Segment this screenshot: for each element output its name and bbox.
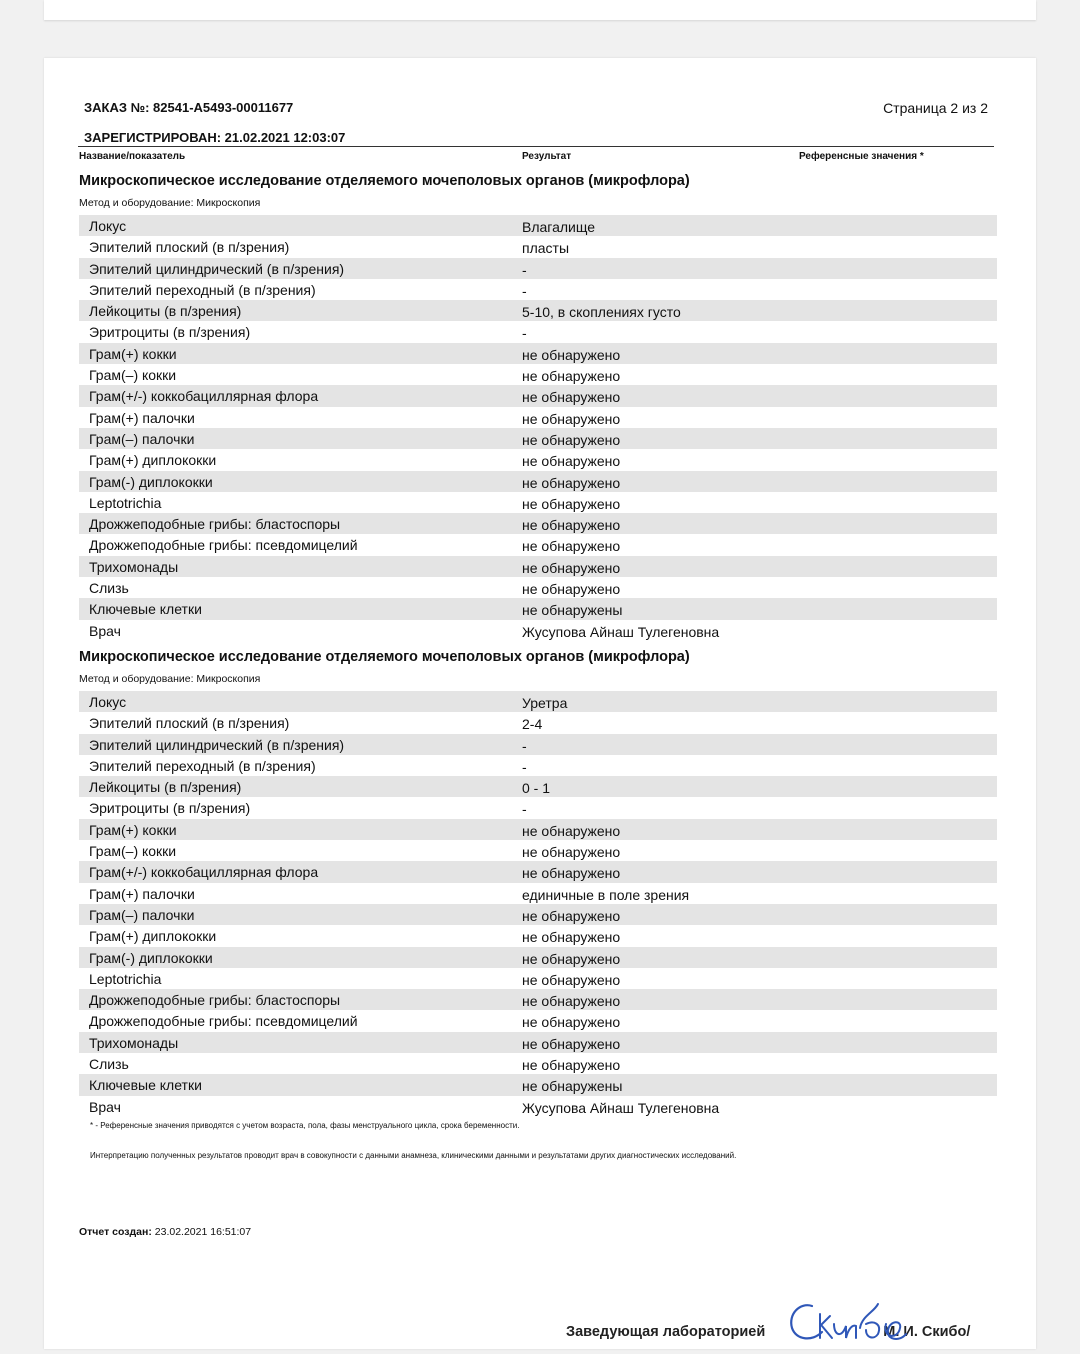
- previous-page-edge: [44, 0, 1036, 20]
- table-row: [79, 776, 997, 797]
- row-name: Грам(+) диплококки: [89, 928, 217, 945]
- page-number: Страница 2 из 2: [883, 100, 988, 116]
- row-name: Эпителий плоский (в п/зрения): [89, 715, 290, 732]
- row-name: Грам(-) диплококки: [89, 949, 213, 966]
- document-page: [44, 58, 1036, 1349]
- row-value: единичные в поле зрения: [522, 886, 690, 903]
- row-value: не обнаружено: [522, 1035, 621, 1052]
- row-name: Дрожжеподобные грибы: псевдомицелий: [89, 537, 358, 554]
- table-row: [79, 215, 997, 236]
- row-name: Локус: [89, 218, 127, 234]
- table-row: [79, 258, 997, 279]
- table-row: [79, 989, 997, 1010]
- row-value: 0 - 1: [522, 780, 551, 797]
- row-name: Трихомонады: [89, 558, 179, 575]
- reference-note: * - Референсные значения приводятся с учетом возраста, пола, фазы менструального цикла, срока беременности.: [90, 1121, 520, 1130]
- row-value: не обнаружено: [522, 971, 621, 988]
- row-value: -: [522, 801, 527, 818]
- table-row: [79, 279, 997, 300]
- table-row: [79, 691, 997, 712]
- row-value: Уретра: [522, 695, 568, 711]
- section-title: Микроскопическое исследование отделяемого мочеполовых органов (микрофлора): [79, 173, 690, 189]
- row-name: Leptotrichia: [89, 970, 162, 987]
- row-value: -: [522, 282, 527, 299]
- table-row: [79, 819, 997, 840]
- table-row: [79, 471, 997, 492]
- table-row: [79, 598, 997, 619]
- row-value: -: [522, 737, 527, 754]
- table-row: [79, 321, 997, 342]
- table-row: [79, 236, 997, 257]
- row-name: Эпителий переходный (в п/зрения): [89, 757, 316, 774]
- table-row: [79, 343, 997, 364]
- section-title: Микроскопическое исследование отделяемого мочеполовых органов (микрофлора): [79, 649, 690, 665]
- row-name: Ключевые клетки: [89, 1077, 202, 1094]
- signature-name: М. И. Скибо/: [883, 1324, 971, 1340]
- table-row: [79, 364, 997, 385]
- row-value: не обнаружено: [522, 929, 621, 946]
- row-name: Лейкоциты (в п/зрения): [89, 779, 242, 796]
- table-row: [79, 1096, 997, 1117]
- table-row: [79, 428, 997, 449]
- row-value: Влагалище: [522, 219, 596, 235]
- table-row: [79, 1074, 997, 1095]
- row-name: Эпителий цилиндрический (в п/зрения): [89, 736, 345, 753]
- row-value: не обнаружено: [522, 844, 621, 861]
- row-name: Лейкоциты (в п/зрения): [89, 303, 242, 320]
- row-name: Leptotrichia: [89, 494, 162, 511]
- row-name: Грам(–) палочки: [89, 906, 195, 923]
- table-row: [79, 407, 997, 428]
- row-value: 5-10, в скоплениях густо: [522, 304, 681, 321]
- row-value: не обнаружено: [522, 346, 621, 363]
- row-value: пласты: [522, 240, 570, 257]
- row-value: не обнаружено: [522, 431, 621, 448]
- report-created-label: Отчет создан:: [79, 1226, 152, 1238]
- row-value: не обнаружено: [522, 581, 621, 598]
- table-row: [79, 300, 997, 321]
- row-value: не обнаружено: [522, 993, 621, 1010]
- row-name: Грам(–) кокки: [89, 367, 177, 384]
- table-row: [79, 861, 997, 882]
- row-value: не обнаружено: [522, 865, 621, 882]
- row-value: не обнаружено: [522, 950, 621, 967]
- row-name: Грам(+/-) коккобациллярная флора: [89, 388, 319, 405]
- table-row: [79, 556, 997, 577]
- row-name: Трихомонады: [89, 1034, 179, 1051]
- row-name: Эритроциты (в п/зрения): [89, 800, 251, 817]
- order-number: ЗАКАЗ №: 82541-A5493-00011677: [84, 100, 294, 115]
- table-row: [79, 755, 997, 776]
- report-created: [79, 1226, 251, 1238]
- row-name: Слизь: [89, 580, 129, 597]
- column-header-name: Название/показатель: [79, 151, 186, 162]
- signature-prefix: Заведующая лабораторией: [566, 1324, 766, 1340]
- row-value: не обнаружено: [522, 559, 621, 576]
- row-name: Грам(+) диплококки: [89, 452, 217, 469]
- row-value: не обнаружено: [522, 538, 621, 555]
- row-name: Слизь: [89, 1056, 129, 1073]
- row-value: не обнаружено: [522, 517, 621, 534]
- table-row: [79, 925, 997, 946]
- table-row: [79, 577, 997, 598]
- table-row: [79, 947, 997, 968]
- row-value: не обнаружено: [522, 907, 621, 924]
- row-name: Дрожжеподобные грибы: псевдомицелий: [89, 1013, 358, 1030]
- results-table: [79, 691, 997, 1117]
- table-row: [79, 385, 997, 406]
- interpretation-note: Интерпретацию полученных результатов проводит врач в совокупности с данными анамнеза, клиническими данными и результатами других диагностических исследований.: [90, 1151, 737, 1160]
- row-value: не обнаружено: [522, 410, 621, 427]
- table-row: [79, 840, 997, 861]
- row-value: не обнаружено: [522, 822, 621, 839]
- table-row: [79, 620, 997, 641]
- table-row: [79, 883, 997, 904]
- table-row: [79, 513, 997, 534]
- row-value: не обнаружено: [522, 389, 621, 406]
- registration-date: ЗАРЕГИСТРИРОВАН: 21.02.2021 12:03:07: [84, 130, 346, 145]
- row-value: не обнаружено: [522, 1057, 621, 1074]
- row-value: 2-4: [522, 716, 543, 733]
- section-method: Метод и оборудование: Микроскопия: [79, 673, 261, 685]
- row-name: Дрожжеподобные грибы: бластоспоры: [89, 516, 341, 533]
- table-row: [79, 797, 997, 818]
- table-row: [79, 712, 997, 733]
- table-row: [79, 449, 997, 470]
- row-value: не обнаружено: [522, 453, 621, 470]
- results-table: [79, 215, 997, 641]
- row-value: -: [522, 325, 527, 342]
- section-method: Метод и оборудование: Микроскопия: [79, 197, 261, 209]
- row-name: Грам(-) диплококки: [89, 473, 213, 490]
- table-row: [79, 734, 997, 755]
- row-value: не обнаружено: [522, 1014, 621, 1031]
- row-name: Грам(+) кокки: [89, 821, 177, 838]
- row-name: Локус: [89, 694, 127, 710]
- row-name: Грам(–) кокки: [89, 843, 177, 860]
- row-value: не обнаружено: [522, 495, 621, 512]
- row-name: Дрожжеподобные грибы: бластоспоры: [89, 992, 341, 1009]
- row-value: Жусупова Айнаш Тулегеновна: [522, 1099, 720, 1116]
- table-row: [79, 534, 997, 555]
- column-header-result: Результат: [522, 151, 572, 162]
- table-row: [79, 1032, 997, 1053]
- row-value: -: [522, 261, 527, 278]
- row-value: не обнаружено: [522, 368, 621, 385]
- table-row: [79, 904, 997, 925]
- row-value: не обнаружены: [522, 1078, 623, 1095]
- table-row: [79, 1053, 997, 1074]
- report-created-datetime: 23.02.2021 16:51:07: [154, 1226, 252, 1238]
- column-header-reference: Референсные значения *: [799, 151, 924, 162]
- row-name: Эпителий плоский (в п/зрения): [89, 239, 290, 256]
- row-name: Эпителий цилиндрический (в п/зрения): [89, 260, 345, 277]
- row-name: Врач: [89, 1098, 121, 1115]
- table-row: [79, 968, 997, 989]
- row-name: Врач: [89, 622, 121, 639]
- row-name: Грам(–) палочки: [89, 430, 195, 447]
- handwritten-signature: [782, 1294, 912, 1354]
- row-name: Эритроциты (в п/зрения): [89, 324, 251, 341]
- row-name: Эпителий переходный (в п/зрения): [89, 281, 316, 298]
- row-name: Ключевые клетки: [89, 601, 202, 618]
- row-value: Жусупова Айнаш Тулегеновна: [522, 623, 720, 640]
- header-divider: [78, 146, 994, 147]
- table-row: [79, 1010, 997, 1031]
- row-value: не обнаружено: [522, 474, 621, 491]
- row-name: Грам(+) палочки: [89, 885, 195, 902]
- row-name: Грам(+) палочки: [89, 409, 195, 426]
- row-name: Грам(+/-) коккобациллярная флора: [89, 864, 319, 881]
- row-value: не обнаружены: [522, 602, 623, 619]
- row-name: Грам(+) кокки: [89, 345, 177, 362]
- table-row: [79, 492, 997, 513]
- row-value: -: [522, 758, 527, 775]
